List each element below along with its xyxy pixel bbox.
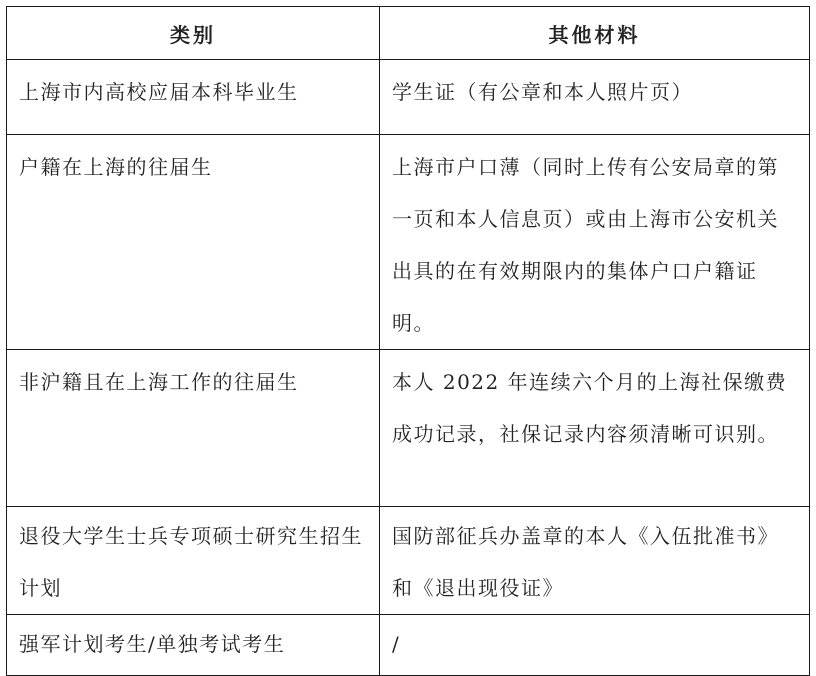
cell-category: 非沪籍且在上海工作的往届生 xyxy=(7,350,380,507)
cell-category: 退役大学生士兵专项硕士研究生招生计划 xyxy=(7,507,380,615)
cell-materials: 上海市户口薄（同时上传有公安局章的第一页和本人信息页）或由上海市公安机关出具的在有效期限内的集体户口户籍证明。 xyxy=(380,135,810,350)
cell-category: 强军计划考生/单独考试考生 xyxy=(7,615,380,676)
table-header-row xyxy=(7,7,810,60)
cell-category: 户籍在上海的往届生 xyxy=(7,135,380,350)
cell-materials: 国防部征兵办盖章的本人《入伍批准书》和《退出现役证》 xyxy=(380,507,810,615)
cell-category: 上海市内高校应届本科毕业生 xyxy=(7,60,380,135)
cell-materials: 学生证（有公章和本人照片页） xyxy=(380,60,810,135)
cell-materials: / xyxy=(380,615,810,676)
table-row xyxy=(7,350,810,507)
table-row xyxy=(7,507,810,615)
materials-table xyxy=(6,6,810,676)
cell-materials: 本人 2022 年连续六个月的上海社保缴费成功记录，社保记录内容须清晰可识别。 xyxy=(380,350,810,507)
table-row xyxy=(7,135,810,350)
header-category: 类别 xyxy=(7,7,380,60)
table-row xyxy=(7,60,810,135)
header-materials: 其他材料 xyxy=(380,7,810,60)
table-row xyxy=(7,615,810,676)
